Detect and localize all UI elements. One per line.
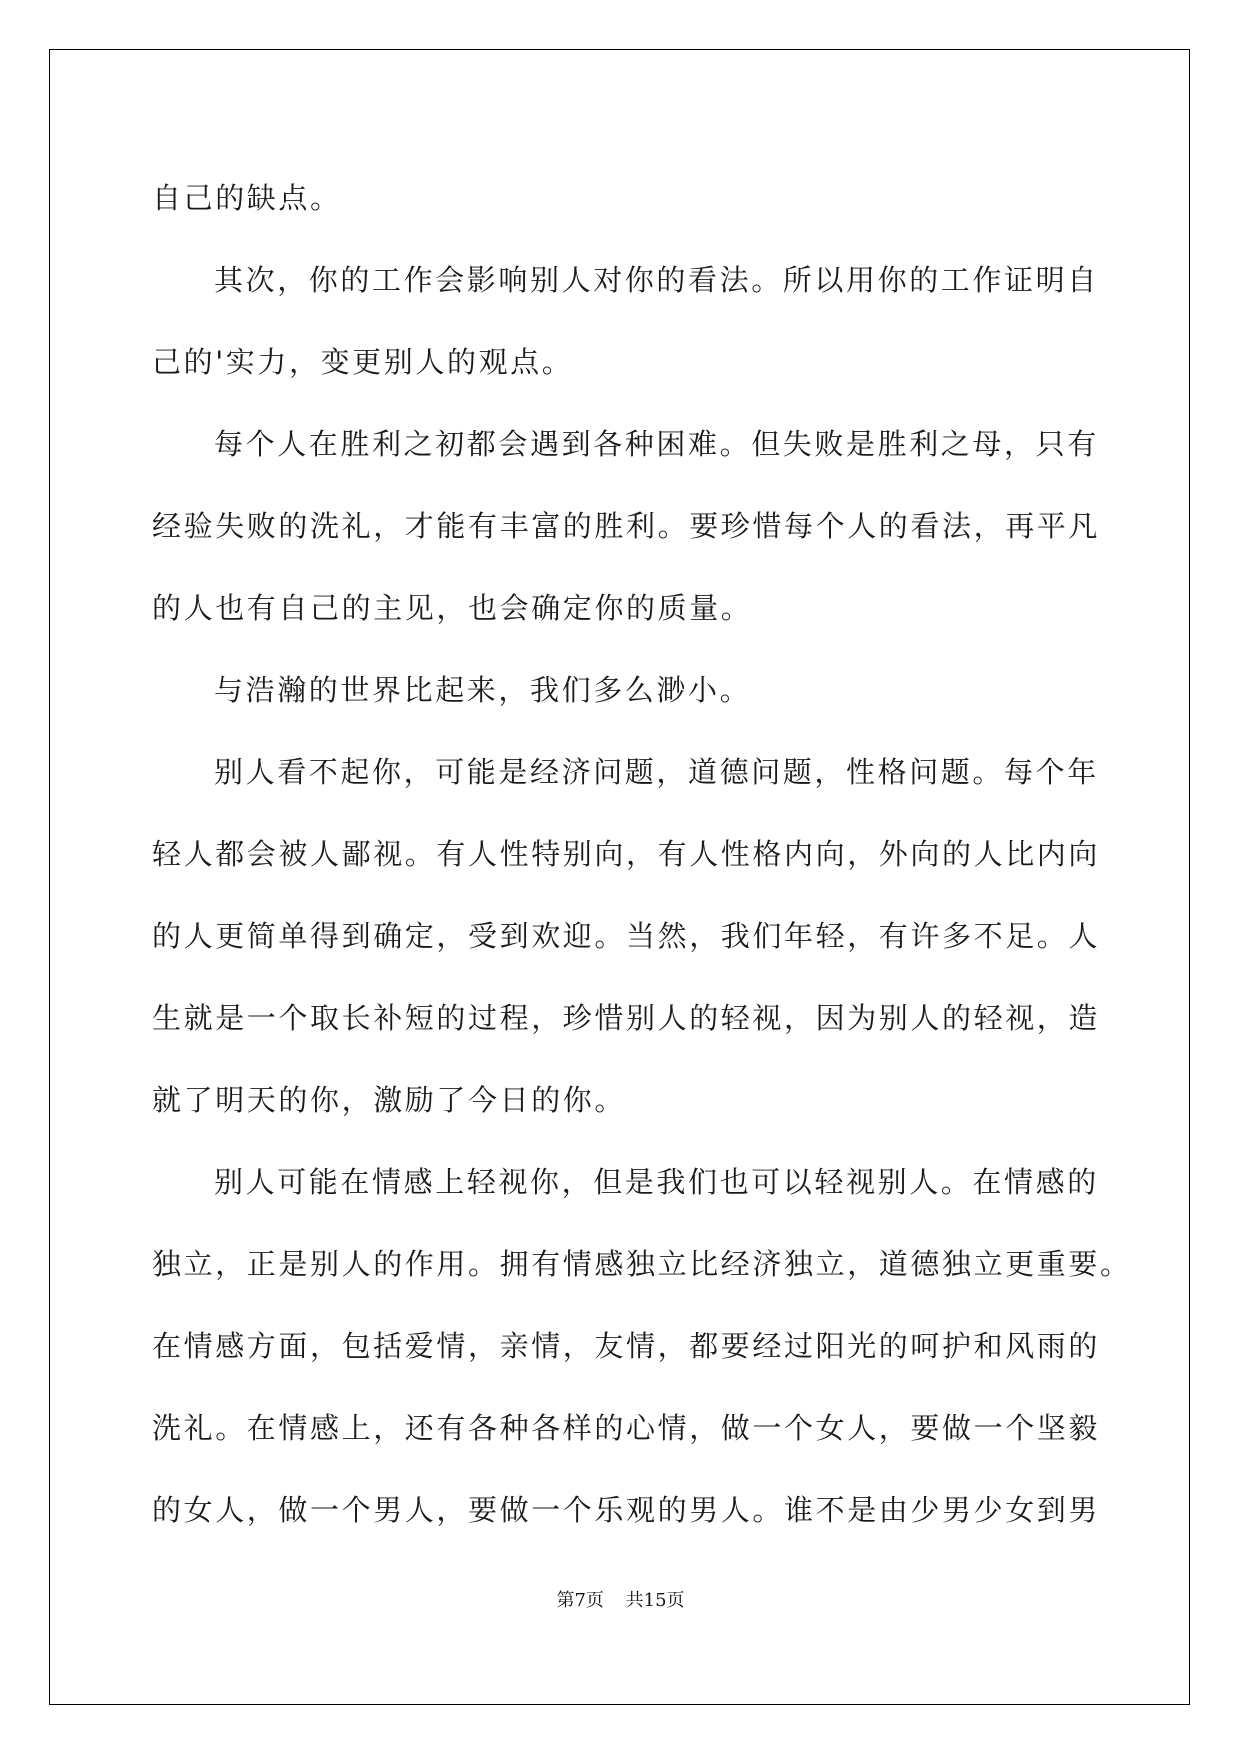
body-line: 其次，你的工作会影响别人对你的看法。所以用你的工作证明自 (214, 263, 1099, 297)
body-line: 生就是一个取长补短的过程，珍惜别人的轻视，因为别人的轻视，造 (152, 1001, 1101, 1035)
body-line: 每个人在胜利之初都会遇到各种困难。但失败是胜利之母，只有 (214, 427, 1099, 461)
body-line: 就了明天的你，激励了今日的你。 (152, 1083, 627, 1117)
body-line: 经验失败的洗礼，才能有丰富的胜利。要珍惜每个人的看法，再平凡 (152, 509, 1101, 543)
body-line: 独立，正是别人的作用。拥有情感独立比经济独立，道德独立更重要。 (152, 1247, 1132, 1281)
body-line: 别人可能在情感上轻视你，但是我们也可以轻视别人。在情感的 (214, 1165, 1099, 1199)
body-line: 的女人，做一个男人，要做一个乐观的男人。谁不是由少男少女到男 (152, 1493, 1101, 1527)
body-line: 与浩瀚的世界比起来，我们多么渺小。 (214, 673, 752, 707)
body-line: 别人看不起你，可能是经济问题，道德问题，性格问题。每个年 (214, 755, 1099, 789)
body-line: 轻人都会被人鄙视。有人性特别向，有人性格内向，外向的人比内向 (152, 837, 1101, 871)
body-line: 的人也有自己的主见，也会确定你的质量。 (152, 591, 753, 625)
page-footer (0, 1586, 1241, 1612)
body-line: 洗礼。在情感上，还有各种各样的心情，做一个女人，要做一个坚毅 (152, 1411, 1101, 1445)
body-line: 的人更简单得到确定，受到欢迎。当然，我们年轻，有许多不足。人 (152, 919, 1101, 953)
body-line: 己的'实力，变更别人的观点。 (152, 345, 574, 379)
page-number: 第7页 (556, 1590, 604, 1611)
page-total: 共15页 (625, 1590, 685, 1611)
document-body (152, 157, 1132, 1551)
body-line: 自己的缺点。 (152, 181, 342, 215)
body-line: 在情感方面，包括爱情，亲情，友情，都要经过阳光的呵护和风雨的 (152, 1329, 1101, 1363)
